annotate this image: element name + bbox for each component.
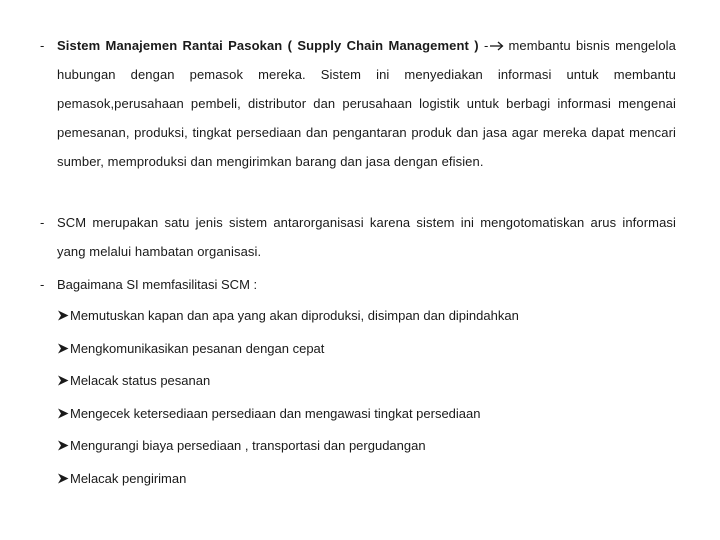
list-item-text: Memutuskan kapan dan apa yang akan diproduksi, disimpan dan dipindahkan xyxy=(70,308,519,323)
bullet-dash: - xyxy=(40,38,45,53)
list-item-text: Mengurangi biaya persediaan , transportasi dan pergudangan xyxy=(70,438,426,454)
scm-description: membantu bisnis mengelola hubungan dengan pemasok mereka. Sistem ini menyediakan informasi untuk membantu pemasok,perusahaan pembeli, distributor dan perusahaan logistik untuk berbagi informasi mengenai pemesanan, produksi, tingkat persediaan dan pengantaran produk dan jasa agar mereka dapat mencari sumber, memproduksi dan mengirimkan barang dan jasa dengan efisien. xyxy=(57,38,676,169)
bullet-scm-definition xyxy=(40,31,676,176)
facilitation-list xyxy=(57,300,697,496)
right-arrowhead-icon xyxy=(57,407,70,420)
bullet-dash: - xyxy=(40,277,45,292)
right-arrowhead-icon xyxy=(57,309,70,322)
list-item xyxy=(57,333,697,366)
list-item-text: Mengkomunikasikan pesanan dengan cepat xyxy=(70,340,325,356)
bullet-heading: Bagaimana SI memfasilitasi SCM : xyxy=(57,277,258,292)
right-arrow-icon xyxy=(490,41,504,51)
list-item xyxy=(57,463,697,496)
bullet-dash: - xyxy=(40,215,45,230)
right-arrowhead-icon xyxy=(57,472,70,485)
list-item xyxy=(57,365,697,398)
list-item-text: Melacak status pesanan xyxy=(70,373,211,389)
list-item-text: Melacak pengiriman xyxy=(70,470,187,486)
bullet-paragraph: SCM merupakan satu jenis sistem antarorganisasi karena sistem ini mengotomatiskan arus informasi yang melalui hambatan organisasi. xyxy=(57,215,676,259)
right-arrowhead-icon xyxy=(57,374,70,387)
scm-term: Sistem Manajemen Rantai Pasokan ( Supply Chain Management ) xyxy=(57,38,479,53)
list-item xyxy=(57,300,697,333)
bullet-scm-interorganization xyxy=(40,208,676,266)
connector-dash: - xyxy=(484,38,489,53)
right-arrowhead-icon xyxy=(57,342,70,355)
bullet-si-facilitates-scm xyxy=(40,270,676,299)
list-item-text: Mengecek ketersediaan persediaan dan mengawasi tingkat persediaan xyxy=(70,405,481,421)
right-arrowhead-icon xyxy=(57,439,70,452)
list-item xyxy=(57,430,697,463)
bullet-paragraph xyxy=(57,31,676,176)
list-item xyxy=(57,398,697,431)
